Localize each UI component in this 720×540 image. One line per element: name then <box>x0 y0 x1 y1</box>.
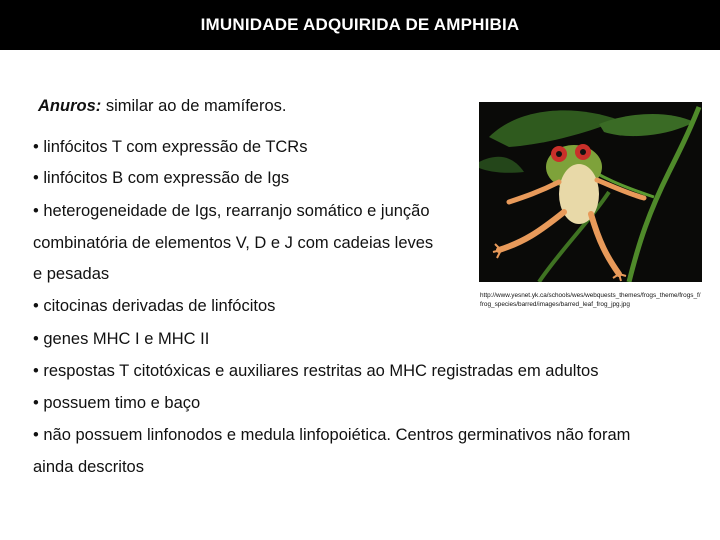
bullet-igs-line1: • heterogeneidade de Igs, rearranjo somático e junção <box>33 202 430 220</box>
bullet-igs-line2: combinatória de elementos V, D e J com cadeias leves <box>33 234 434 252</box>
bullet-linfonodos-line1: • não possuem linfonodos e medula linfopoiética. Centros germinativos não foram <box>33 426 631 444</box>
page-title: IMUNIDADE ADQUIRIDA DE AMPHIBIA <box>200 15 520 34</box>
frog-photo <box>479 102 702 282</box>
bullet-igs-line3: e pesadas <box>33 265 110 283</box>
intro-label: Anuros: <box>38 97 102 115</box>
bullet-responses: • respostas T citotóxicas e auxiliares restritas ao MHC registradas em adultos <box>33 362 599 380</box>
image-caption: http://www.yesnet.yk.ca/schools/wes/webquests_themes/frogs_theme/frogs_f/frog_species/barred/images/barred_leaf_frog_jpg.jpg <box>480 292 701 308</box>
intro-text: similar ao de mamíferos. <box>101 97 287 115</box>
bullet-linfonodos-line2: ainda descritos <box>33 458 144 476</box>
bullet-mhc: • genes MHC I e MHC II <box>33 330 210 348</box>
bullet-cytokines: • citocinas derivadas de linfócitos <box>33 297 276 315</box>
bullet-timo: • possuem timo e baço <box>33 394 201 412</box>
title-bar <box>0 0 720 50</box>
bullet-bcell: • linfócitos B com expressão de Igs <box>33 169 290 187</box>
bullet-tcr: • linfócitos T com expressão de TCRs <box>33 138 308 156</box>
intro-line <box>38 96 286 116</box>
